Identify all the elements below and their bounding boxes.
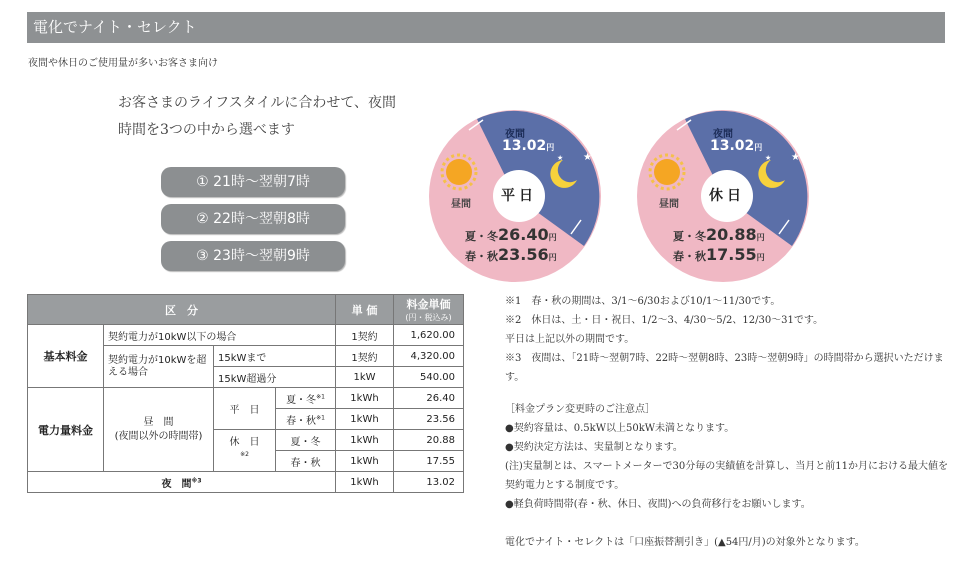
- svg-text:★: ★: [583, 152, 592, 163]
- table-row: [28, 388, 464, 409]
- weekday-center-label: 平日: [493, 170, 545, 222]
- basic-row3-unit: 1kW: [336, 367, 394, 388]
- caution-line: (注)実量制とは、スマートメーターで30分毎の実績値を計算し、当月と前11か月における最大値を: [505, 461, 948, 472]
- note-line: ※3 夜間は、「21時～翌朝7時、22時～翌朝8時、23時～翌朝9時」の時間帯から選択いただけま: [505, 353, 944, 364]
- season-cell: 春・秋$^{※1}$: [276, 409, 336, 430]
- energy-row1-price: 26.40: [394, 388, 464, 409]
- energy-row1-unit: 1kWh: [336, 388, 394, 409]
- caution-line: ●契約決定方法は、実量制となります。: [505, 442, 683, 453]
- energy-row2-unit: 1kWh: [336, 409, 394, 430]
- summer-winter-rate: 夏・冬26.40円: [465, 225, 557, 244]
- header-unit: 単 価: [336, 295, 394, 325]
- weekday-rate-pie: [429, 110, 601, 282]
- subtitle: 夜間や休日のご使用量が多いお客さま向け: [28, 58, 218, 69]
- note-line: ※2 休日は、土・日・祝日、1/2～3、4/30～5/2、12/30～31です。: [505, 315, 824, 326]
- night-label: 夜間: [713, 129, 733, 140]
- energy-row2-price: 23.56: [394, 409, 464, 430]
- basic-row2-price: 4,320.00: [394, 346, 464, 367]
- spring-autumn-rate: 春・秋23.56円: [465, 245, 557, 264]
- fee-table: [27, 294, 464, 493]
- night-label: 夜間: [505, 129, 525, 140]
- season-cell: 夏・冬: [276, 430, 336, 451]
- energy-row4-price: 17.55: [394, 451, 464, 472]
- sun-icon: [446, 159, 472, 185]
- option-button-1[interactable]: ① 21時～翌朝7時: [161, 167, 345, 197]
- basic-row1-unit: 1契約: [336, 325, 394, 346]
- intro-text: [118, 90, 408, 144]
- basic-row1-price: 1,620.00: [394, 325, 464, 346]
- energy-row4-unit: 1kWh: [336, 451, 394, 472]
- caution-line: ●契約容量は、0.5kW以上50kW未満となります。: [505, 423, 735, 434]
- basic-row3-desc: 15kW超過分: [214, 367, 336, 388]
- sun-icon: [654, 159, 680, 185]
- season-cell: 春・秋: [276, 451, 336, 472]
- header-price: 料金単価 (円・税込み): [394, 295, 464, 325]
- day-label: 昼間: [659, 199, 679, 210]
- caution-line: ●軽負荷時間帯(春・秋、休日、夜間)への負荷移行をお願いします。: [505, 499, 811, 510]
- night-row-unit: 1kWh: [336, 472, 394, 493]
- holiday-label: 休 日 $^{※2}$: [214, 430, 276, 472]
- day-label: 昼間: [451, 199, 471, 210]
- table-row: [28, 472, 464, 493]
- basic-over-label: 契約電力が10kWを超える場合: [104, 346, 214, 388]
- caution-line: ［料金プラン変更時のご注意点］: [505, 404, 655, 415]
- basic-fee-label: 基本料金: [28, 325, 104, 388]
- svg-text:★: ★: [765, 154, 772, 162]
- spring-autumn-rate: 春・秋17.55円: [673, 245, 765, 264]
- note-line: ※1 春・秋の期間は、3/1～6/30および10/1～11/30です。: [505, 296, 781, 307]
- basic-row1-desc: 契約電力が10kW以下の場合: [104, 325, 336, 346]
- day-period-label: 昼 間 (夜間以外の時間帯): [104, 388, 214, 472]
- night-row-price: 13.02: [394, 472, 464, 493]
- season-cell: 夏・冬$^{※1}$: [276, 388, 336, 409]
- page-header: 電化でナイト・セレクト: [27, 12, 945, 43]
- footer-note: 電化でナイト・セレクトは「口座振替割引き」(▲54円/月)の対象外となります。: [505, 537, 865, 548]
- intro-line-2: 時間を3つの中から選べます: [118, 122, 295, 138]
- header-category: 区 分: [28, 295, 336, 325]
- note-line: 平日は上記以外の期間です。: [505, 334, 635, 345]
- energy-fee-label: 電力量料金: [28, 388, 104, 472]
- energy-row3-unit: 1kWh: [336, 430, 394, 451]
- weekday-label: 平 日: [214, 388, 276, 430]
- energy-row3-price: 20.88: [394, 430, 464, 451]
- option-button-3[interactable]: ③ 23時～翌朝9時: [161, 241, 345, 271]
- holiday-rate-pie: [637, 110, 809, 282]
- option-button-2[interactable]: ② 22時～翌朝8時: [161, 204, 345, 234]
- svg-text:★: ★: [791, 152, 800, 163]
- night-price: 13.02円: [502, 138, 555, 154]
- intro-line-1: お客さまのライフスタイルに合わせて、夜間: [118, 95, 397, 111]
- holiday-center-label: 休日: [701, 170, 753, 222]
- caution-line: 契約電力とする制度です。: [505, 480, 625, 491]
- note-line: す。: [505, 372, 525, 383]
- table-row: [28, 325, 464, 346]
- night-price: 13.02円: [710, 138, 763, 154]
- night-row-label: 夜 間$^{※3}$: [28, 472, 336, 493]
- notes-section: [505, 292, 948, 552]
- table-header-row: [28, 295, 464, 325]
- summer-winter-rate: 夏・冬20.88円: [673, 225, 765, 244]
- basic-row2-desc: 15kWまで: [214, 346, 336, 367]
- basic-row2-unit: 1契約: [336, 346, 394, 367]
- svg-text:★: ★: [557, 154, 564, 162]
- basic-row3-price: 540.00: [394, 367, 464, 388]
